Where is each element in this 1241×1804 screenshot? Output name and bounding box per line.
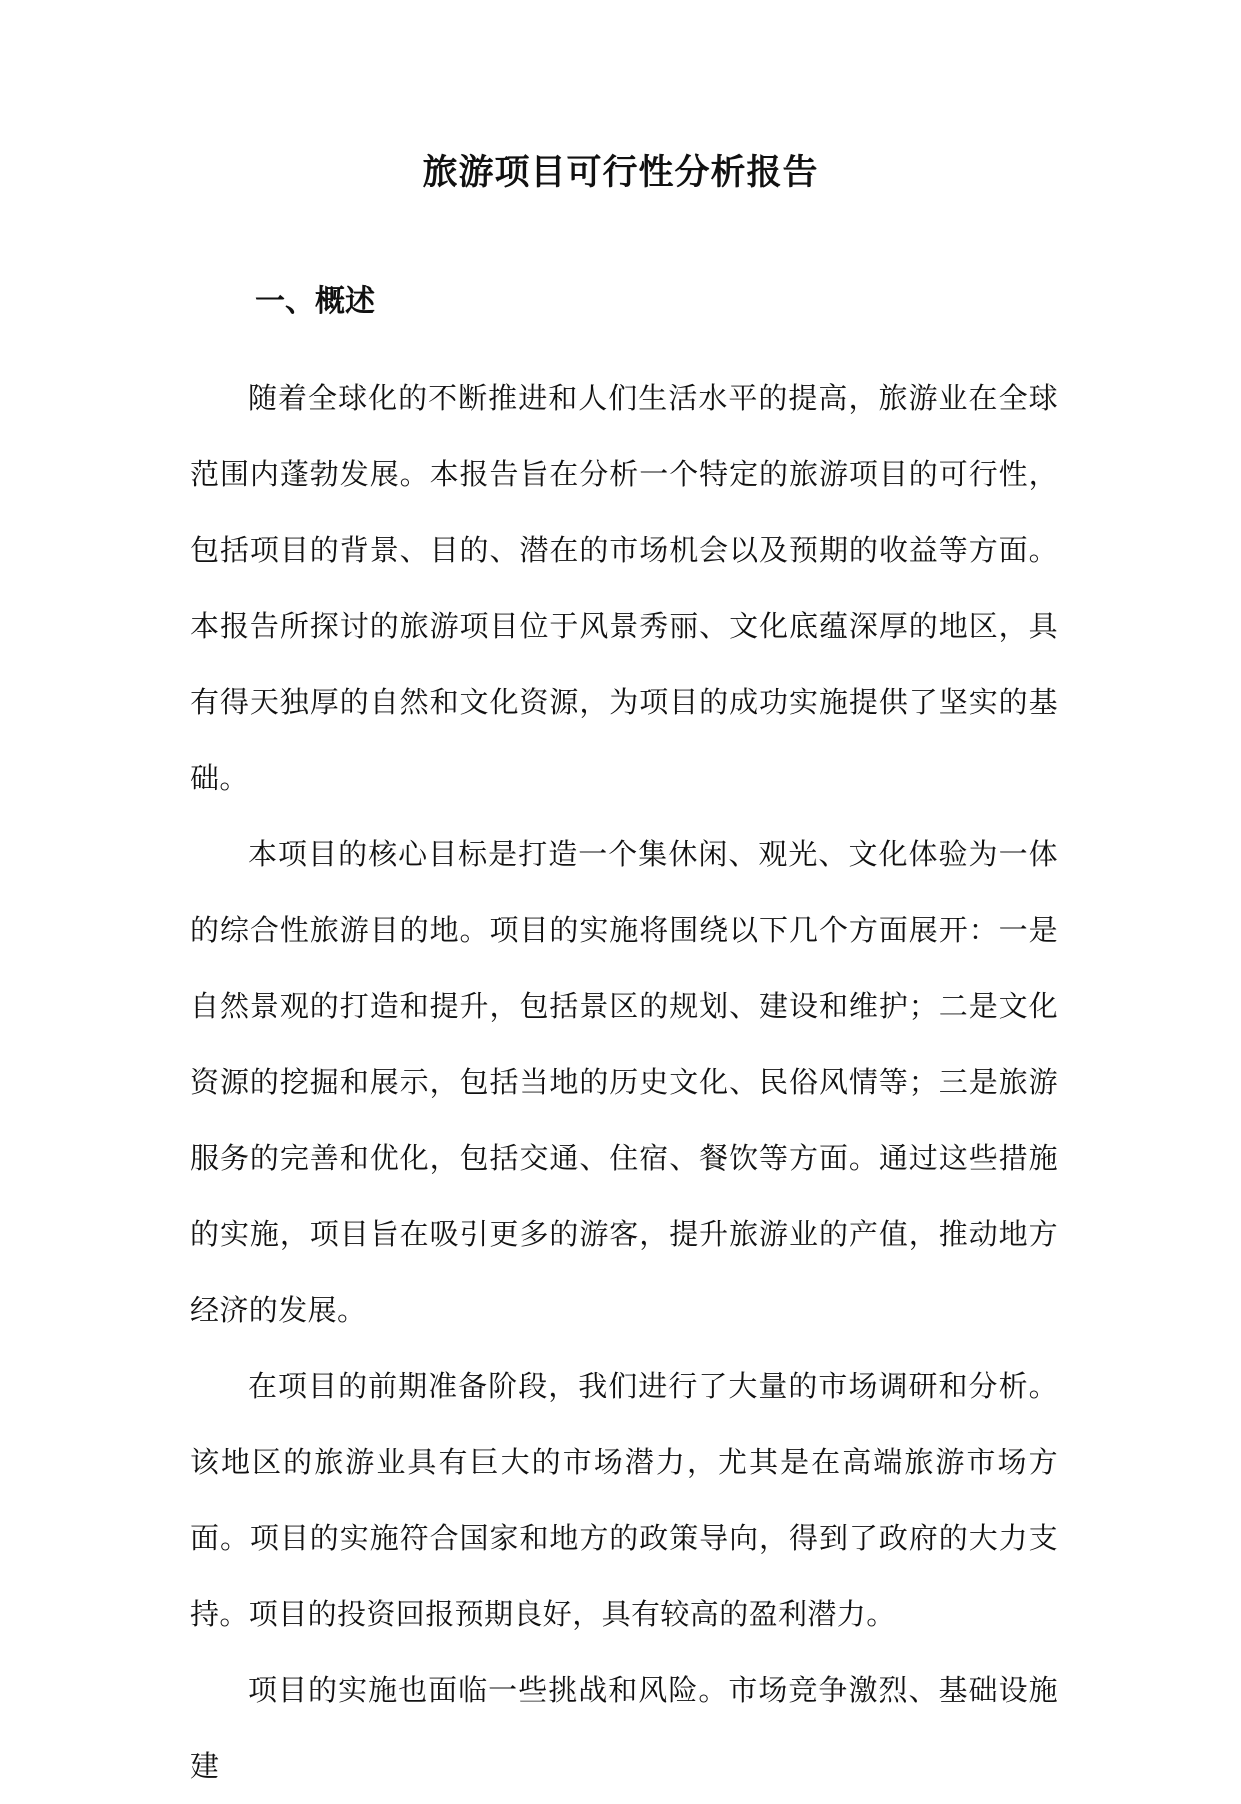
paragraph: 本项目的核心目标是打造一个集休闲、观光、文化体验为一体的综合性旅游目的地。项目的实施将围绕以下几个方面展开：一是自然景观的打造和提升，包括景区的规划、建设和维护；二是文化资源的挖掘和展示，包括当地的历史文化、民俗风情等；三是旅游服务的完善和优化，包括交通、住宿、餐饮等方面。通过这些措施的实施，项目旨在吸引更多的游客，提升旅游业的产值，推动地方经济的发展。 (190, 837, 1058, 1327)
document-body (190, 360, 1058, 1804)
document-title: 旅游项目可行性分析报告 (422, 152, 819, 193)
section-heading: 一、概述 (255, 284, 375, 319)
paragraph: 随着全球化的不断推进和人们生活水平的提高，旅游业在全球范围内蓬勃发展。本报告旨在分析一个特定的旅游项目的可行性，包括项目的背景、目的、潜在的市场机会以及预期的收益等方面。本报告所探讨的旅游项目位于风景秀丽、文化底蕴深厚的地区，具有得天独厚的自然和文化资源，为项目的成功实施提供了坚实的基础。 (190, 381, 1058, 795)
paragraph: 在项目的前期准备阶段，我们进行了大量的市场调研和分析。该地区的旅游业具有巨大的市场潜力，尤其是在高端旅游市场方面。项目的实施符合国家和地方的政策导向，得到了政府的大力支持。项目的投资回报预期良好，具有较高的盈利潜力。 (190, 1369, 1058, 1631)
paragraph: 项目的实施也面临一些挑战和风险。市场竞争激烈、基础设施建 (190, 1673, 1058, 1783)
